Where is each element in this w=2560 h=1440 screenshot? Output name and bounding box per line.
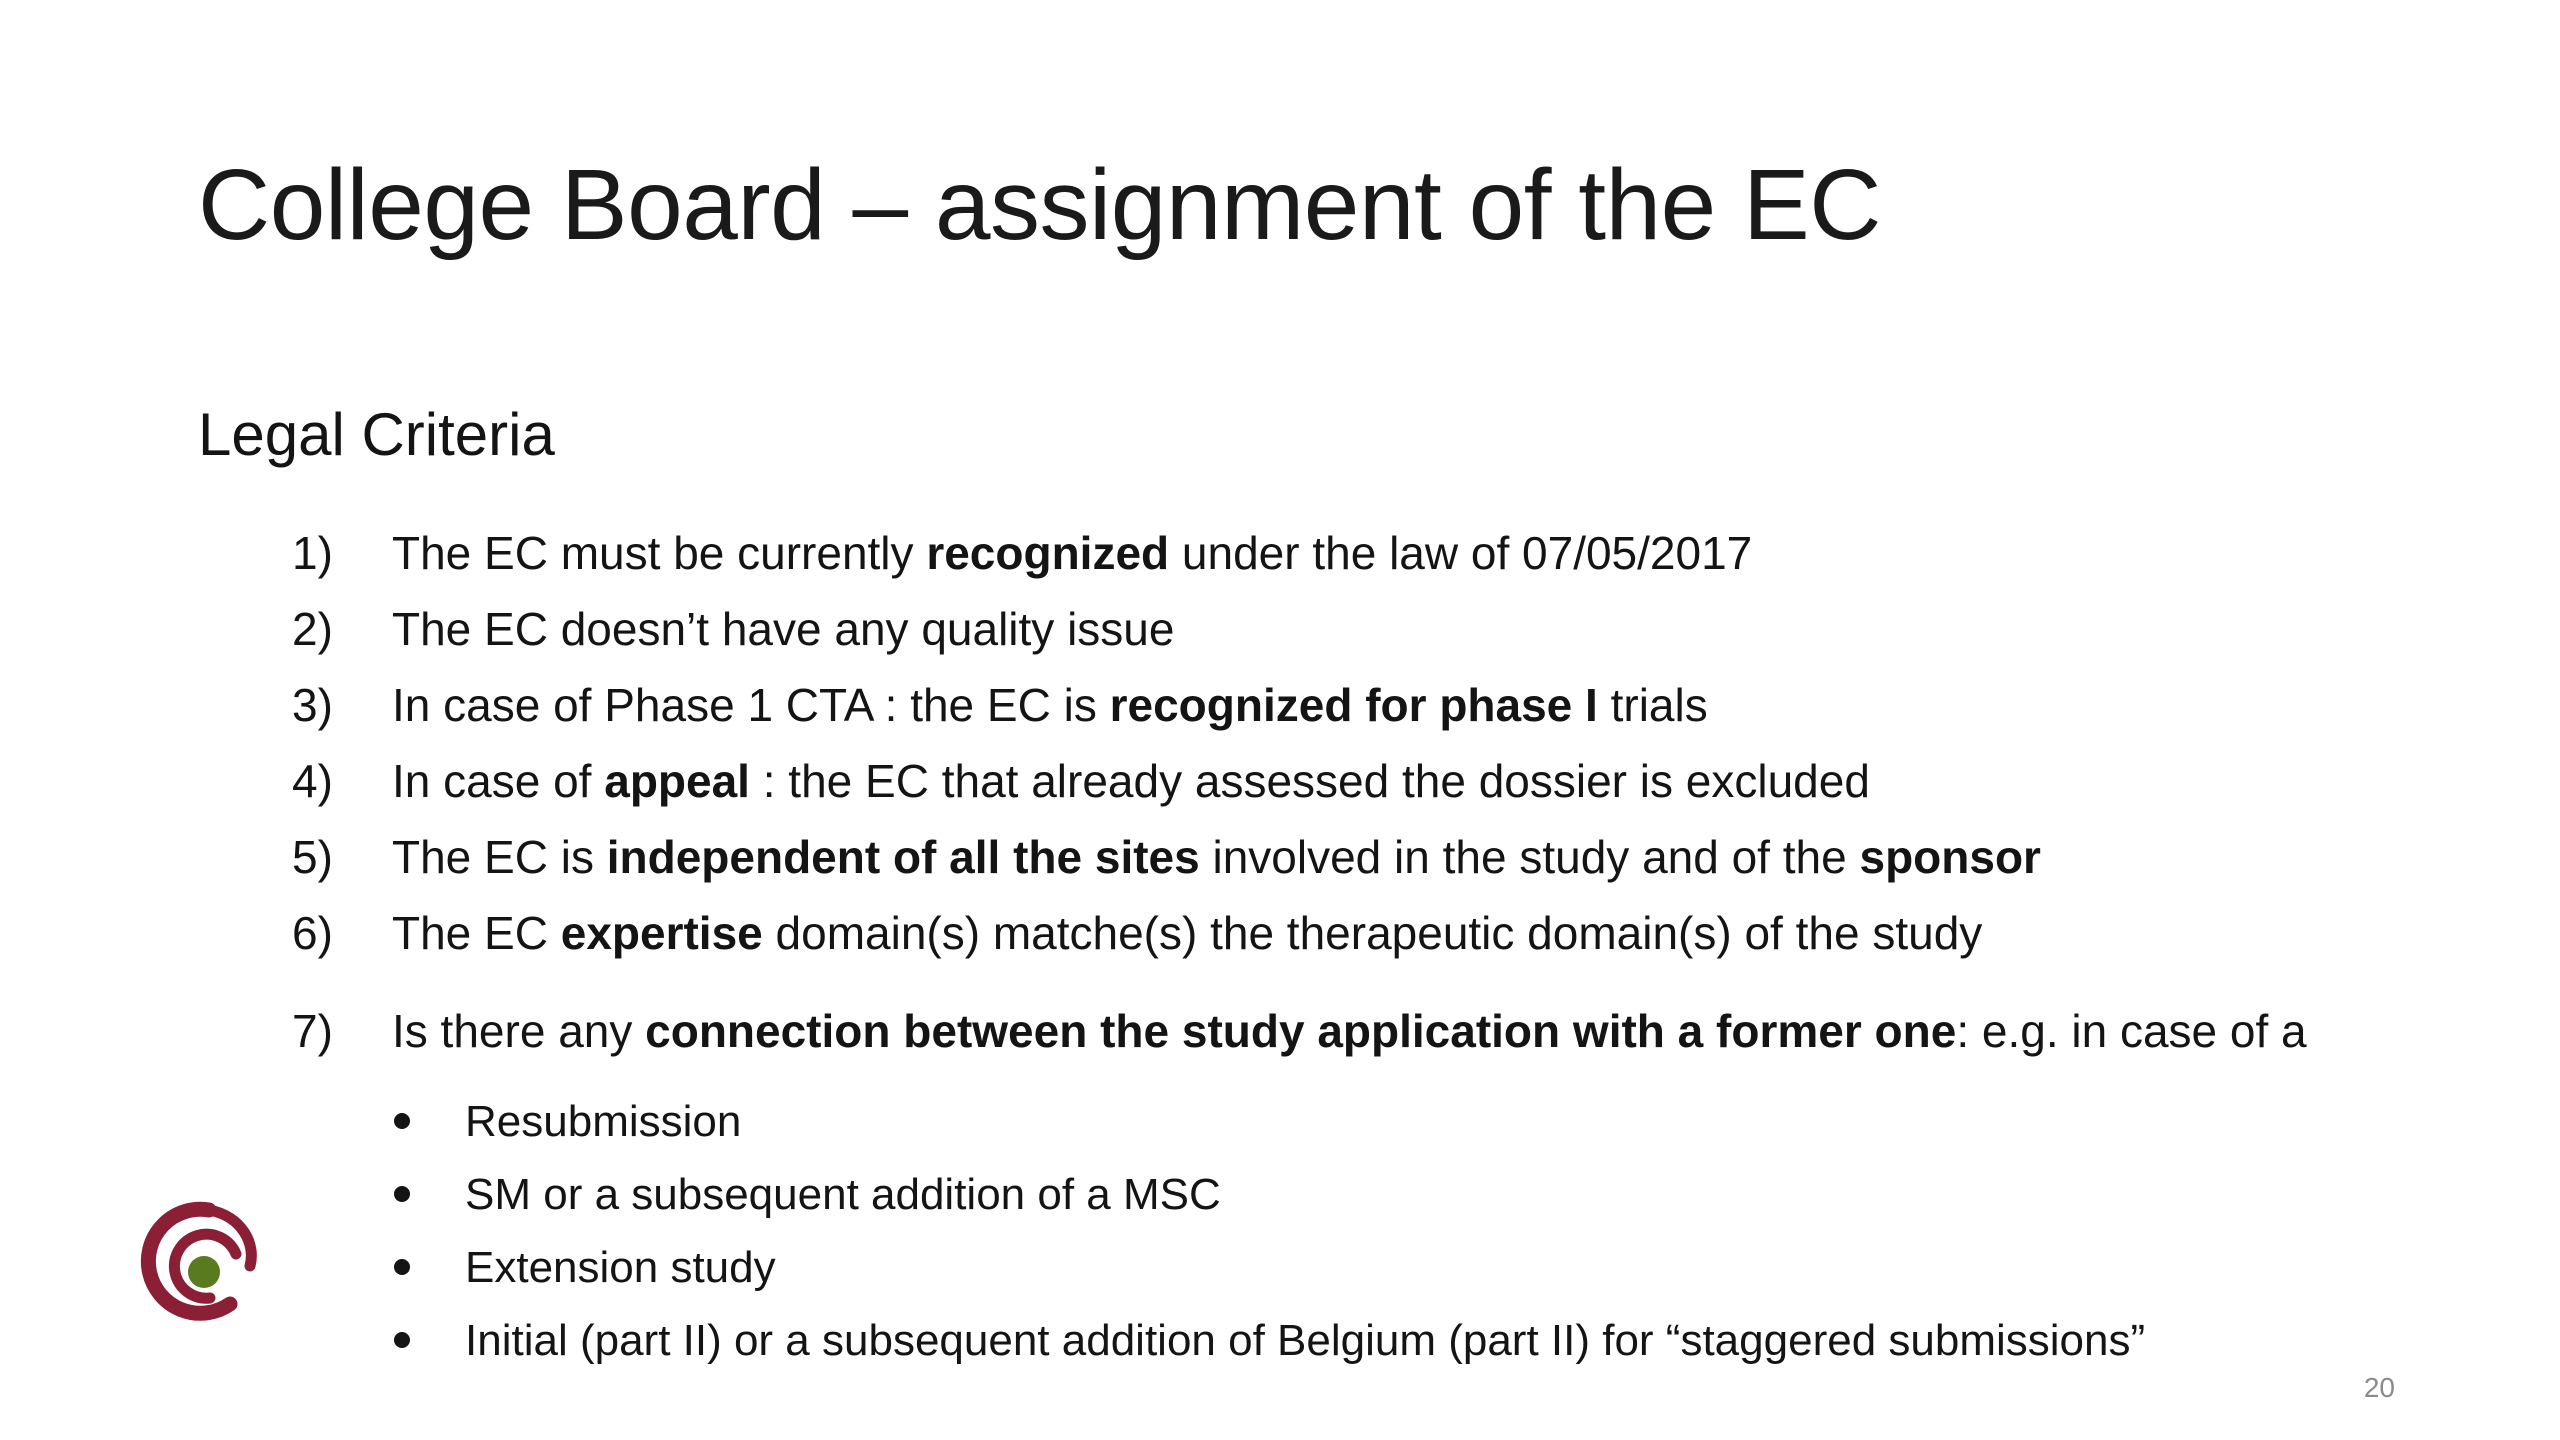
criterion-item	[292, 993, 2442, 1069]
sub-bullet-list	[392, 1085, 2145, 1377]
criterion-item	[292, 743, 2442, 819]
criterion-text: : e.g. in case of a	[1956, 1005, 2307, 1057]
criterion-number: 1)	[292, 527, 333, 579]
criterion-text: The EC doesn’t have any quality issue	[392, 603, 1175, 655]
criterion-item	[292, 895, 2442, 971]
organization-logo-icon	[114, 1186, 264, 1336]
sub-bullet-item	[392, 1158, 2145, 1231]
criterion-number: 7)	[292, 1005, 333, 1057]
bullet-dot-icon	[394, 1186, 410, 1202]
criterion-emphasis: connection between the study application with a former one	[645, 1005, 1957, 1057]
criterion-number: 5)	[292, 831, 333, 883]
sub-bullet-text: SM or a subsequent addition of a MSC	[465, 1170, 1221, 1219]
bullet-dot-icon	[394, 1259, 410, 1275]
criterion-text: The EC is	[392, 831, 607, 883]
criterion-emphasis: recognized for phase I	[1109, 679, 1598, 731]
bullet-dot-icon	[394, 1332, 410, 1348]
criterion-number: 2)	[292, 603, 333, 655]
criterion-emphasis: expertise	[560, 907, 763, 959]
criterion-text: under the law of 07/05/2017	[1169, 527, 1753, 579]
criterion-number: 6)	[292, 907, 333, 959]
criterion-item	[292, 591, 2442, 667]
sub-bullet-text: Extension study	[465, 1243, 776, 1292]
sub-bullet-text: Resubmission	[465, 1097, 742, 1146]
criterion-item	[292, 667, 2442, 743]
criterion-number: 4)	[292, 755, 333, 807]
criterion-emphasis: independent of all the sites	[606, 831, 1200, 883]
slide-title: College Board – assignment of the EC	[198, 149, 1881, 261]
criterion-emphasis: appeal	[604, 755, 750, 807]
criterion-text: In case of	[392, 755, 605, 807]
criterion-text: The EC	[392, 907, 561, 959]
criteria-list	[292, 515, 2442, 1069]
criterion-emphasis: recognized	[926, 527, 1170, 579]
sub-bullet-item	[392, 1231, 2145, 1304]
criterion-text: domain(s) matche(s) the therapeutic domain(s) of the study	[762, 907, 1983, 959]
criterion-item	[292, 515, 2442, 591]
sub-bullet-text: Initial (part II) or a subsequent addition of Belgium (part II) for “staggered submissions”	[465, 1316, 2146, 1365]
criterion-text: The EC must be currently	[392, 527, 927, 579]
section-heading: Legal Criteria	[198, 401, 555, 468]
criterion-emphasis: sponsor	[1859, 831, 2041, 883]
criterion-number: 3)	[292, 679, 333, 731]
criterion-text: : the EC that already assessed the dossier is excluded	[749, 755, 1870, 807]
bullet-dot-icon	[394, 1113, 410, 1129]
criterion-text: Is there any	[392, 1005, 646, 1057]
criterion-item	[292, 819, 2442, 895]
criterion-text: trials	[1597, 679, 1708, 731]
sub-bullet-item	[392, 1304, 2145, 1377]
sub-bullet-item	[392, 1085, 2145, 1158]
criterion-text: In case of Phase 1 CTA : the EC is	[392, 679, 1110, 731]
page-number: 20	[2363, 1372, 2395, 1403]
criterion-text: involved in the study and of the	[1199, 831, 1860, 883]
